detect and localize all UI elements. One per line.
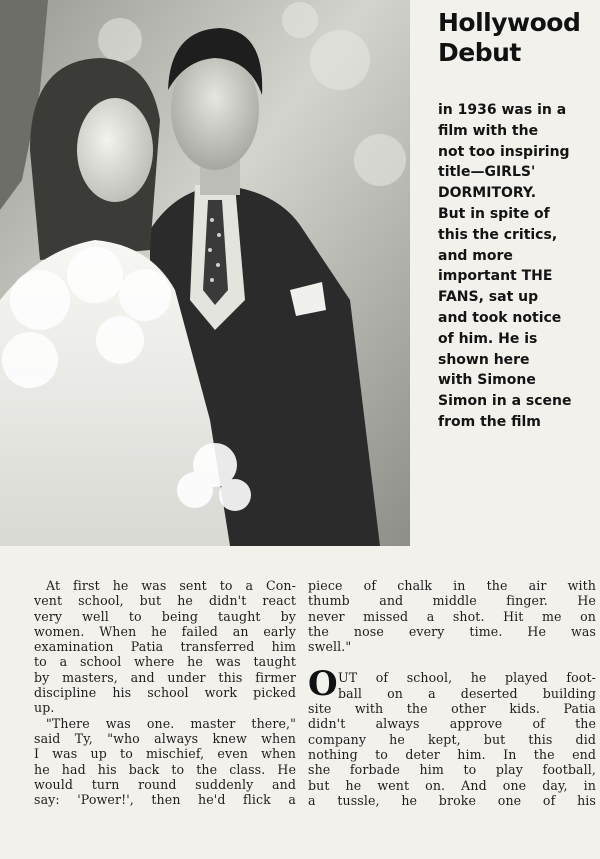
text-line: up. (34, 700, 55, 716)
text-line: At first he was sent to a Con- (46, 578, 296, 593)
drop-cap-block (308, 664, 596, 705)
text-line: women. When he failed an early (34, 623, 296, 639)
drop-cap: O (308, 664, 338, 705)
caption-line: from the film (438, 413, 541, 430)
text-line: the nose every time. He was (308, 623, 596, 639)
text-line: "There was one. master there," (46, 715, 296, 731)
text-line: I was up to mischief, even when (34, 746, 296, 762)
caption-line: Simon in a scene (438, 393, 572, 410)
text-line: say: 'Power!', then he'd flick a (34, 792, 296, 808)
caption-title (438, 8, 598, 68)
text-line: ball on a deserted building (338, 685, 596, 701)
article-paragraph (308, 578, 596, 654)
caption-line: shown here (438, 351, 530, 368)
caption-body (438, 100, 598, 433)
text-line: piece of chalk in the air with (308, 578, 596, 593)
text-line: nothing to deter him. In the end (308, 746, 596, 762)
text-line: but he went on. And one day, in (308, 777, 596, 793)
text-line: company he kept, but this did (308, 731, 596, 747)
photo-illustration (0, 0, 410, 546)
caption-title-line: Debut (438, 38, 521, 67)
text-line: vent school, but he didn't react (34, 593, 296, 609)
film-still-photo (0, 0, 410, 546)
caption-line: film with the (438, 122, 539, 139)
photo-caption (438, 8, 598, 433)
text-line: discipline his school work picked (34, 685, 296, 701)
article-paragraph (308, 664, 596, 808)
article-right-column (308, 578, 596, 808)
text-line: never missed a shot. Hit me on (308, 608, 596, 624)
woman-face (77, 98, 153, 202)
text-line: swell." (308, 639, 352, 655)
caption-title-line: Hollywood (438, 8, 581, 37)
caption-line: But in spite of (438, 205, 550, 222)
article-paragraph (34, 578, 296, 716)
article-paragraph (34, 716, 296, 808)
text-line: he had his back to the class. He (34, 761, 296, 777)
text-line: a tussle, he broke one of his (308, 792, 596, 808)
text-line: site with the other kids. Patia (308, 701, 596, 717)
caption-line: FANS, sat up (438, 289, 539, 306)
text-line: would turn round suddenly and (34, 776, 296, 792)
text-line: by masters, and under this firmer (34, 669, 296, 685)
caption-line: of him. He is (438, 330, 538, 347)
caption-line: DORMITORY. (438, 185, 537, 202)
text-line: she forbade him to play football, (308, 762, 596, 778)
caption-line: this the critics, (438, 226, 558, 243)
caption-line: and took notice (438, 309, 562, 326)
text-line: very well to being taught by (34, 608, 296, 624)
article-left-column (34, 578, 296, 807)
text-line: examination Patia transferred him (34, 639, 296, 655)
caption-line: important THE (438, 268, 553, 285)
caption-line: title—GIRLS' (438, 164, 536, 181)
caption-line: and more (438, 247, 513, 264)
text-line: UT of school, he played foot- (338, 670, 596, 686)
caption-line: with Simone (438, 372, 536, 389)
text-line: thumb and middle finger. He (308, 593, 596, 609)
caption-line: in 1936 was in a (438, 102, 567, 118)
text-line: didn't always approve of the (308, 716, 596, 732)
text-line: said Ty, "who always knew when (34, 730, 296, 746)
caption-line: not too inspiring (438, 143, 570, 160)
paragraph-gap (308, 654, 596, 670)
text-line: to a school where he was taught (34, 654, 296, 670)
